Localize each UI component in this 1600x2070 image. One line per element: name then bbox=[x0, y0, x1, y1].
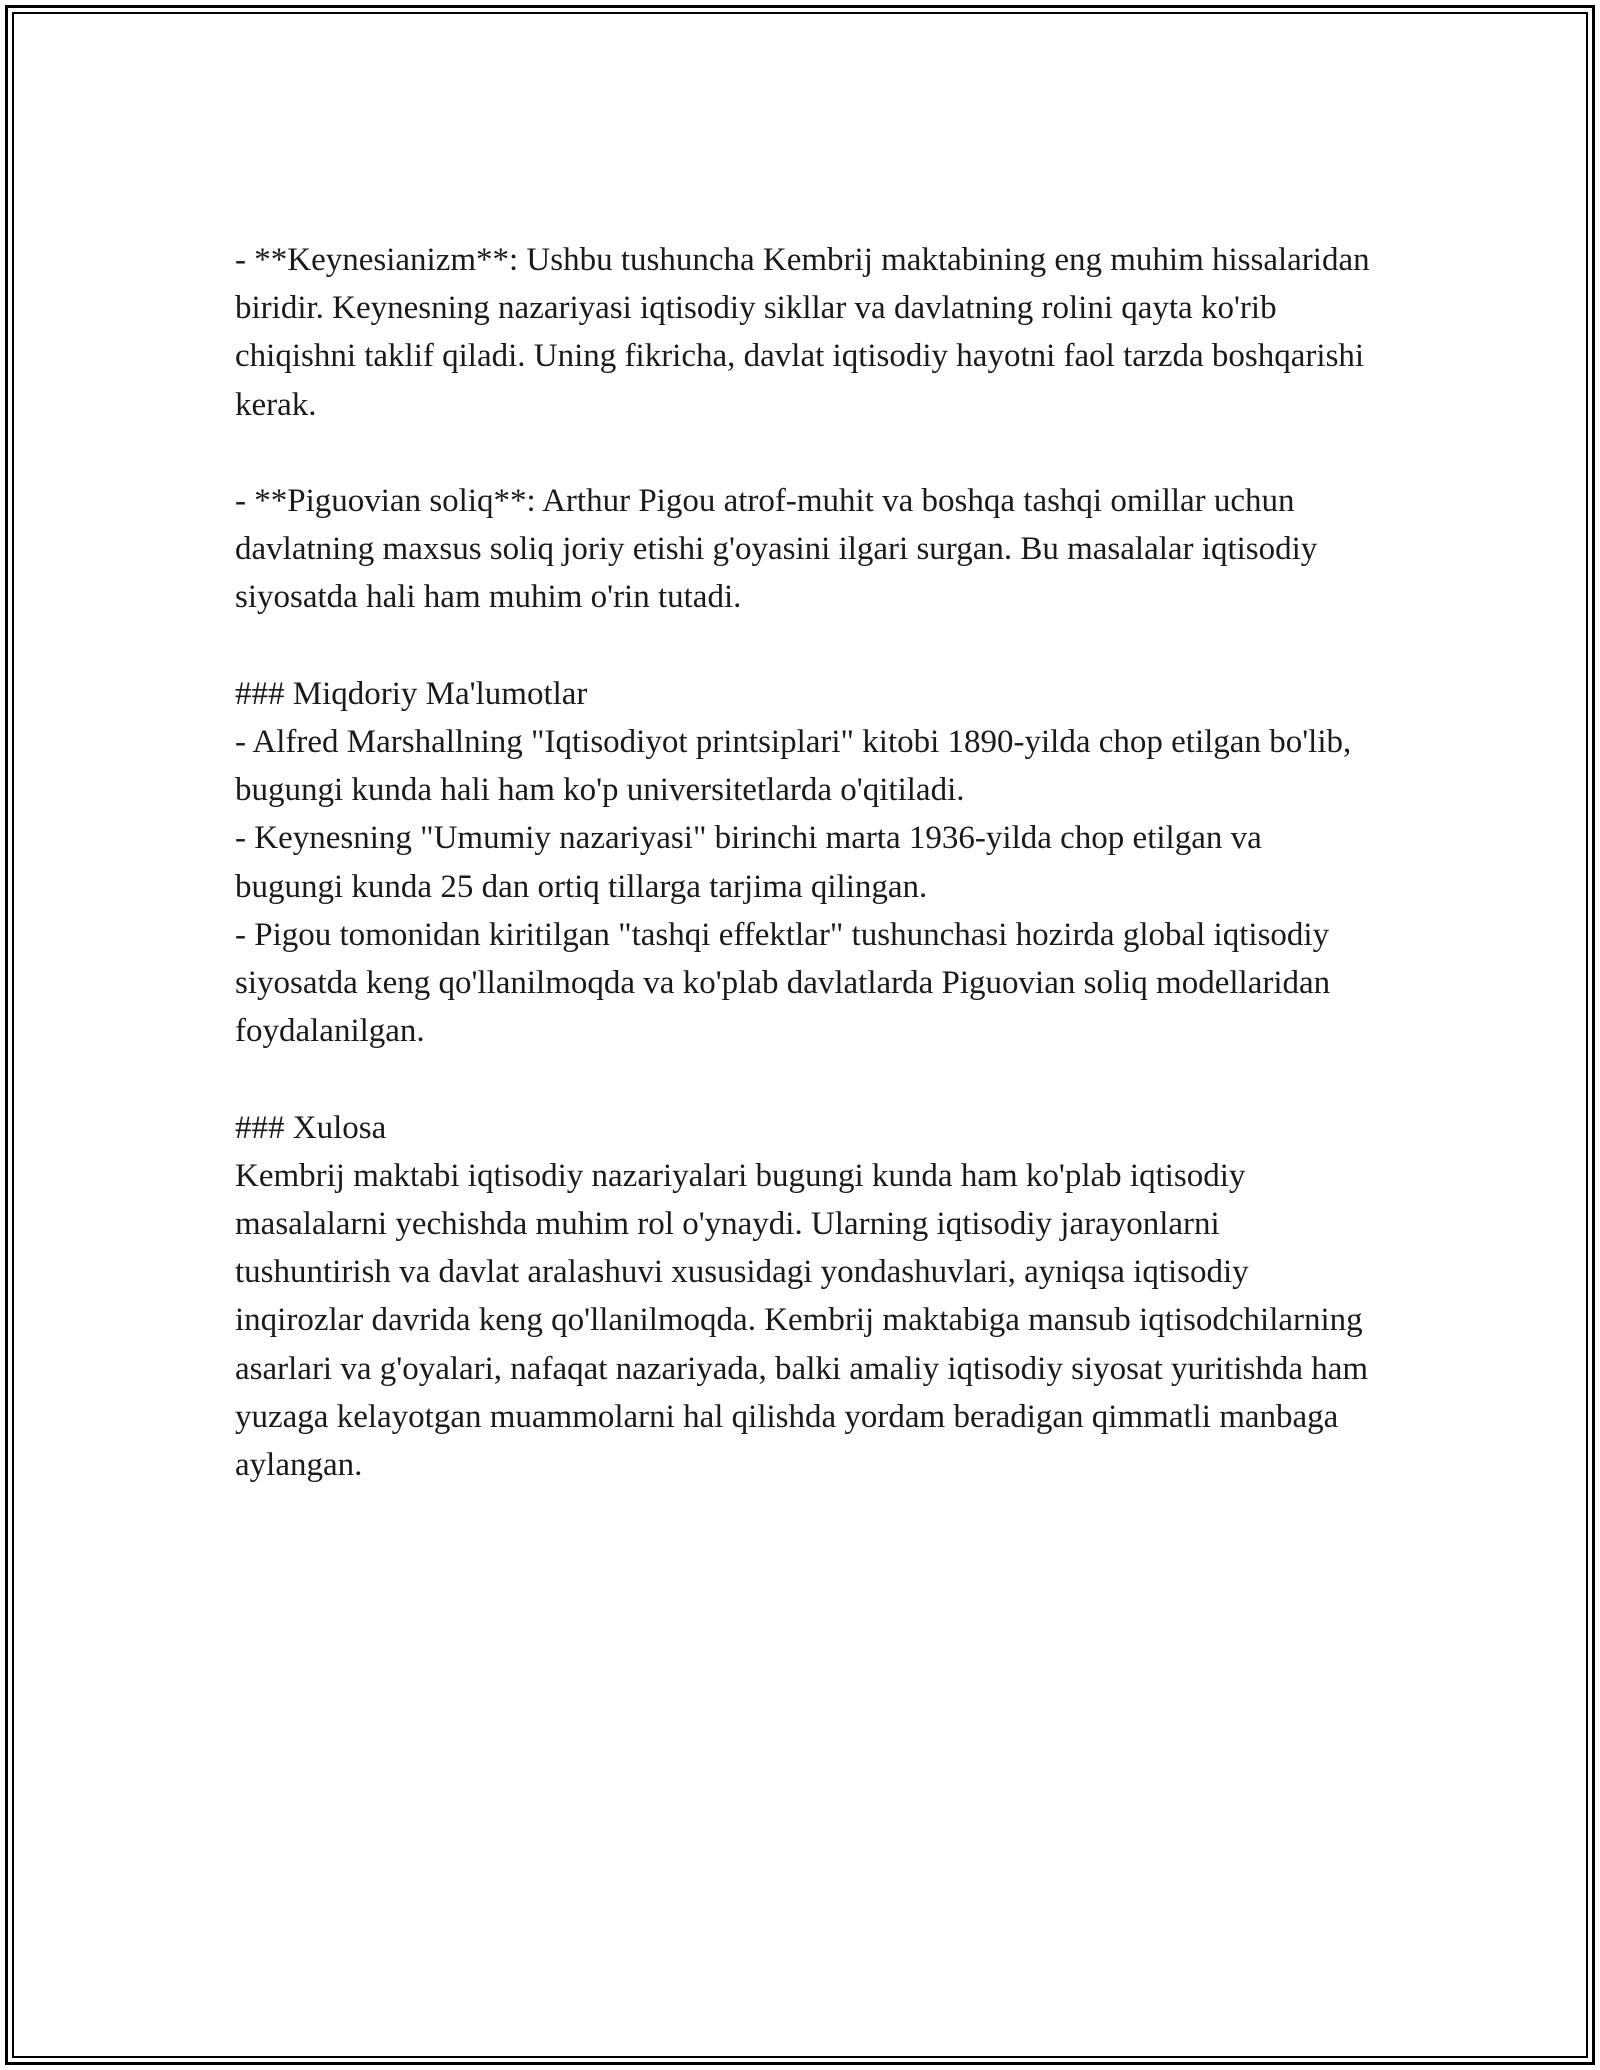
conclusion-paragraph: Kembrij maktabi iqtisodiy nazariyalari bugungi kunda ham ko'plab iqtisodiy masalalarni yechishda muhim rol o'ynaydi. Ularning iqtisodiy jarayonlarni tushuntirish va davlat aralashuvi xususidagi yondashuvlari, ayniqsa iqtisodiy inqirozlar davrida keng qo'llanilmoqda. Kembrij maktabiga mansub iqtisodchilarning asarlari va g'oyalari, nafaqat nazariyada, balki amaliy iqtisodiy siyosat yuritishda ham yuzaga kelayotgan muammolarni hal qilishda yordam beradigan qimmatli manbaga aylangan. bbox=[235, 1157, 1369, 1484]
quantitative-item-keynes: - Keynesning "Umumiy nazariyasi" birinchi marta 1936-yilda chop etilgan va bugungi kunda 25 dan ortiq tillarga tarjima qilingan. bbox=[235, 820, 1262, 905]
quantitative-item-pigou: - Pigou tomonidan kiritilgan "tashqi effektlar" tushunchasi hozirda global iqtisodiy siyosatda keng qo'llanilmoqda va ko'plab davlatlarda Piguovian soliq modellaridan foydalanilgan. bbox=[235, 916, 1331, 1050]
quantitative-item-marshall: - Alfred Marshallning "Iqtisodiyot printsiplari" kitobi 1890-yilda chop etilgan bo'lib, bugungi kunda hali ham ko'p universitetlarda o'qitiladi. bbox=[235, 724, 1352, 809]
paragraph-spacer bbox=[235, 1055, 1375, 1103]
document-body bbox=[235, 236, 1375, 1489]
conclusion-heading: ### Xulosa bbox=[235, 1109, 387, 1146]
pigouvian-tax-paragraph: - **Piguovian soliq**: Arthur Pigou atrof-muhit va boshqa tashqi omillar uchun davlatning maxsus soliq joriy etishi g'oyasini ilgari surgan. Bu masalalar iqtisodiy siyosatda hali ham muhim o'rin tutadi. bbox=[235, 483, 1318, 616]
quantitative-data-heading: ### Miqdoriy Ma'lumotlar bbox=[235, 675, 588, 712]
keynesianism-paragraph: - **Keynesianizm**: Ushbu tushuncha Kembrij maktabining eng muhim hissalaridan biridir. Keynesning nazariyasi iqtisodiy sikllar va davlatning rolini qayta ko'rib chiqishni taklif qiladi. Uning fikricha, davlat iqtisodiy hayotni faol tarzda boshqarishi kerak. bbox=[235, 242, 1370, 423]
paragraph-spacer bbox=[235, 429, 1375, 477]
paragraph-spacer bbox=[235, 622, 1375, 670]
